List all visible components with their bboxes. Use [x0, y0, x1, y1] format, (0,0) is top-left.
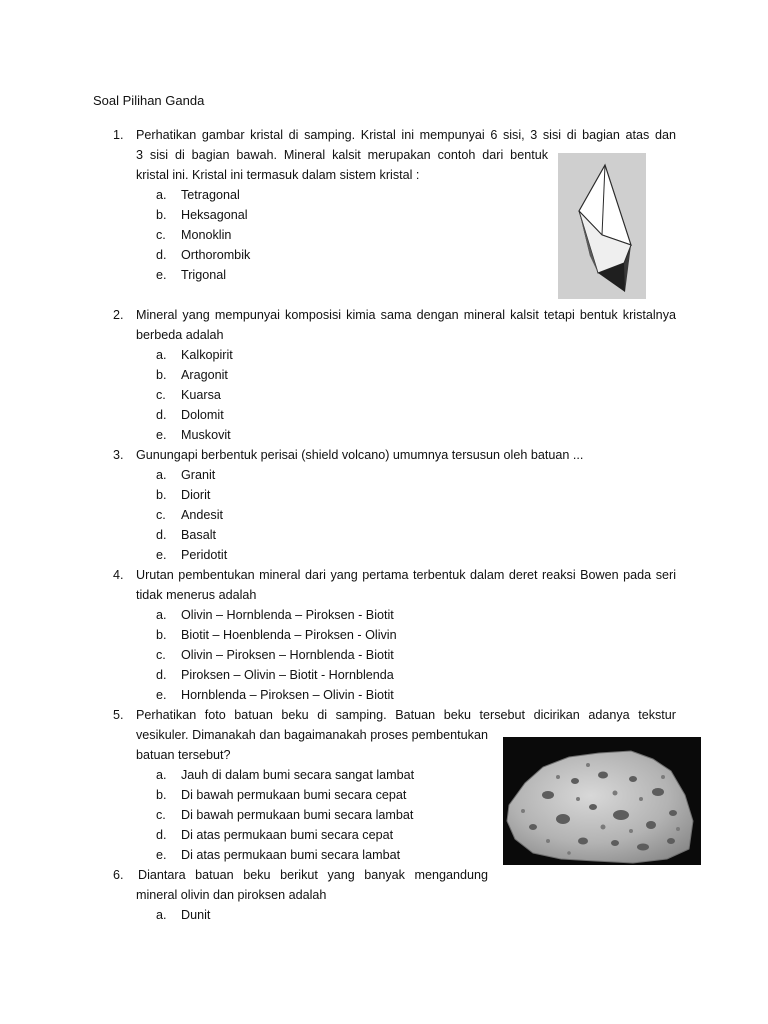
crystal-drawing — [558, 153, 646, 299]
option-2e[interactable]: e. Muskovit — [156, 428, 231, 442]
option-1d[interactable]: d. Orthorombik — [156, 248, 251, 262]
option-4d[interactable]: d. Piroksen – Olivin – Biotit - Hornblenda — [156, 668, 394, 682]
question-5-line-3: batuan tersebut? — [136, 748, 231, 762]
question-4-line-1: Urutan pembentukan mineral dari yang pertama terbentuk dalam deret reaksi Bowen pada seri — [136, 568, 676, 582]
question-2-line-2: berbeda adalah — [136, 328, 224, 342]
option-2c[interactable]: c. Kuarsa — [156, 388, 221, 402]
question-2-line-1: Mineral yang mempunyai komposisi kimia sama dengan mineral kalsit tetapi bentuk kristalnya — [136, 308, 676, 322]
question-6-line-1: Diantara batuan beku berikut yang banyak mengandung — [138, 868, 488, 882]
option-5d[interactable]: d. Di atas permukaan bumi secara cepat — [156, 828, 394, 842]
rock-drawing — [503, 737, 701, 865]
option-4b[interactable]: b. Biotit – Hoenblenda – Piroksen - Olivin — [156, 628, 397, 642]
option-2d[interactable]: d. Dolomit — [156, 408, 224, 422]
option-4c[interactable]: c. Olivin – Piroksen – Hornblenda - Biotit — [156, 648, 394, 662]
document-page: Soal Pilihan Ganda 1. Perhatikan gambar kristal di samping. Kristal ini mempunyai 6 sisi, 3 sisi di bagian atas dan 3 sisi di bagian bawah. Mineral kalsit merupakan contoh dari bentuk kristal ini. Kristal ini termasuk dalam sistem kristal : a. Tetragonal b. Heksagonal c. Monoklin d. Orthorombik e. Trigonal 2. Mineral yang mempunyai komposisi kimia sama dengan mineral kalsit tetapi bentuk kristalnya berbeda adalah a. Kalkopirit b. Aragonit c. Kuarsa d. Dolomit e. Muskovit 3. Gunungapi berbentuk perisai (shield volcano) umumnya tersusun oleh batuan ... a. Granit b. Diorit c. Andesit d. Basalt e. Peridotit 4. Urutan pembentukan mineral dari yang pertama terbentuk dalam deret reaksi Bowen pada seri tidak menerus adalah a. Olivin – Hornblenda – Piroksen - Biotit b. Biotit – Hoenblenda – Piroksen - Olivin c. Olivin – Piroksen – Hornblenda - Biotit d. Piroksen – Olivin – Biotit - Hornblenda e. Hornblenda – Piroksen – Olivin - Biotit 5. Perhatikan foto batuan beku di samping. Batuan beku tersebut dicirikan adanya tekstur vesikuler. Dimanakah dan bagaimanakah proses pembentukan batuan tersebut? a. Jauh di dalam bumi secara sangat lambat b. Di bawah permukaan bumi secara cepat c. Di bawah permukaan bumi secara lambat d. Di atas permukaan bumi secara cepat e. Di atas permukaan bumi secara lambat 6. Diantara batuan beku berikut yang banyak mengandung mineral olivin dan piroksen adalah a. Dunit — [0, 0, 768, 1024]
trigonal-crystal-figure — [558, 153, 646, 299]
question-5-line-2: vesikuler. Dimanakah dan bagaimanakah proses pembentukan — [136, 728, 488, 742]
option-5b[interactable]: b. Di bawah permukaan bumi secara cepat — [156, 788, 407, 802]
option-1e[interactable]: e. Trigonal — [156, 268, 227, 282]
question-number: 1. — [113, 128, 124, 142]
option-4e[interactable]: e. Hornblenda – Piroksen – Olivin - Biotit — [156, 688, 394, 702]
question-6-line-2: mineral olivin dan piroksen adalah — [136, 888, 327, 902]
option-2b[interactable]: b. Aragonit — [156, 368, 228, 382]
option-5a[interactable]: a. Jauh di dalam bumi secara sangat lambat — [156, 768, 415, 782]
option-3e[interactable]: e. Peridotit — [156, 548, 228, 562]
question-1-line-2: 3 sisi di bagian bawah. Mineral kalsit merupakan contoh dari bentuk — [136, 148, 548, 162]
option-3a[interactable]: a. Granit — [156, 468, 216, 482]
question-5-line-1: Perhatikan foto batuan beku di samping. Batuan beku tersebut dicirikan adanya tekstur — [136, 708, 676, 722]
vesicular-rock-photo — [503, 737, 701, 865]
question-3-line-1: Gunungapi berbentuk perisai (shield volcano) umumnya tersusun oleh batuan ... — [136, 448, 584, 462]
option-1b[interactable]: b. Heksagonal — [156, 208, 248, 222]
option-3d[interactable]: d. Basalt — [156, 528, 217, 542]
option-3c[interactable]: c. Andesit — [156, 508, 224, 522]
question-1-line-1: Perhatikan gambar kristal di samping. Kristal ini mempunyai 6 sisi, 3 sisi di bagian atas dan — [136, 128, 676, 142]
question-1-line-3: kristal ini. Kristal ini termasuk dalam sistem kristal : — [136, 168, 420, 182]
option-5e[interactable]: e. Di atas permukaan bumi secara lambat — [156, 848, 401, 862]
option-1c[interactable]: c. Monoklin — [156, 228, 232, 242]
option-2a[interactable]: a. Kalkopirit — [156, 348, 233, 362]
document-title: Soal Pilihan Ganda — [93, 93, 205, 108]
question-4-line-2: tidak menerus adalah — [136, 588, 257, 602]
option-1a[interactable]: a. Tetragonal — [156, 188, 240, 202]
option-5c[interactable]: c. Di bawah permukaan bumi secara lambat — [156, 808, 414, 822]
option-6a[interactable]: a. Dunit — [156, 908, 211, 922]
option-4a[interactable]: a. Olivin – Hornblenda – Piroksen - Biotit — [156, 608, 394, 622]
option-3b[interactable]: b. Diorit — [156, 488, 211, 502]
